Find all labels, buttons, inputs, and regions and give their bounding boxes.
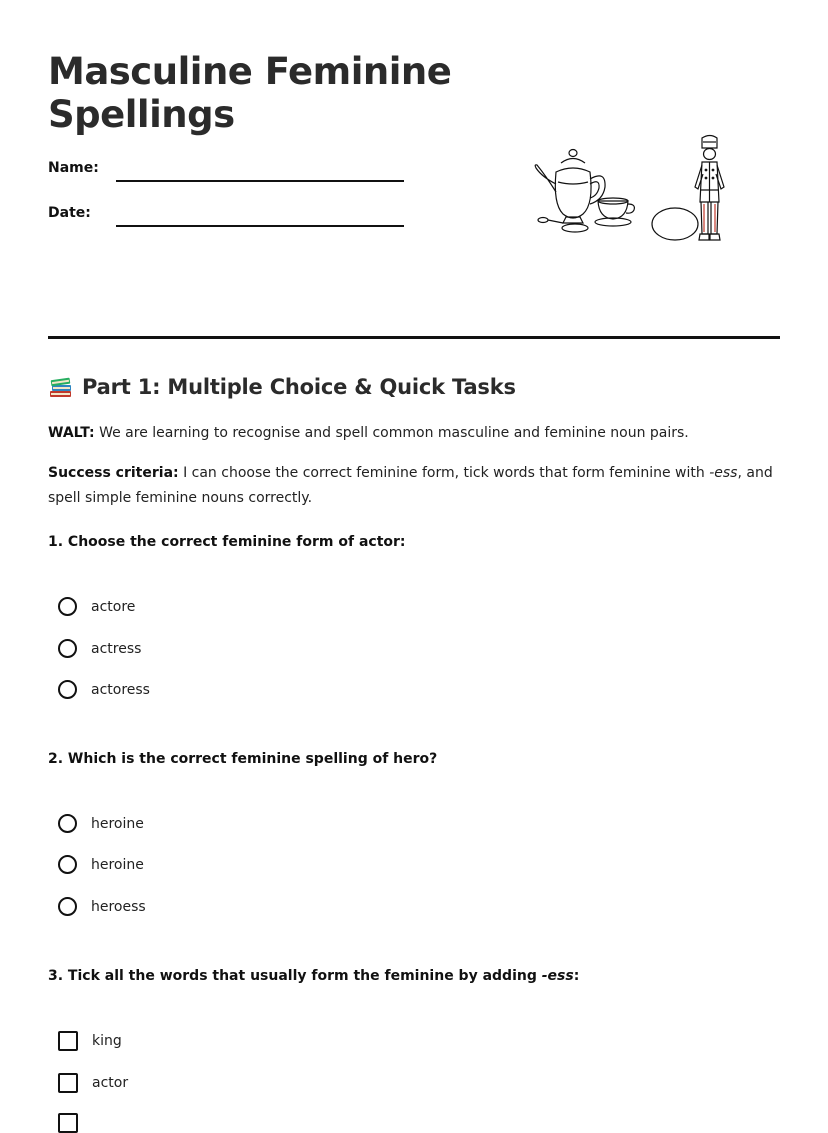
question-3-text: 3. Tick all the words that usually form the feminine by adding [48, 968, 542, 984]
radio-button[interactable] [58, 639, 77, 658]
question-3-option-2[interactable] [58, 1073, 128, 1093]
question-3-option-3-partial[interactable] [58, 1113, 78, 1133]
question-1-option-2[interactable] [58, 639, 141, 658]
part-1-heading-text: Part 1: Multiple Choice & Quick Tasks [82, 375, 516, 399]
section-divider [48, 336, 780, 339]
success-criteria-paragraph [48, 461, 783, 511]
books-icon [48, 374, 74, 400]
question-2-option-1[interactable] [58, 814, 144, 833]
checkbox[interactable] [58, 1073, 78, 1093]
checkbox[interactable] [58, 1113, 78, 1133]
worksheet-title [48, 50, 468, 136]
date-field[interactable] [116, 225, 404, 227]
name-label: Name: [48, 160, 99, 176]
radio-button[interactable] [58, 897, 77, 916]
question-3-suffix: -ess [541, 968, 574, 984]
question-2-option-2[interactable] [58, 855, 144, 874]
part-1-heading [48, 374, 516, 400]
radio-button[interactable] [58, 814, 77, 833]
option-label: heroess [91, 898, 146, 915]
success-criteria-text-1: I can choose the correct feminine form, tick words that form feminine with [178, 465, 710, 481]
question-2: 2. Which is the correct feminine spelling of hero? [48, 751, 438, 767]
question-3-colon: : [573, 968, 580, 984]
question-3-option-1[interactable] [58, 1031, 122, 1051]
question-2-option-3[interactable] [58, 897, 146, 916]
option-label: actoress [91, 681, 150, 698]
date-label: Date: [48, 205, 91, 221]
option-label: king [92, 1033, 122, 1049]
tea-set-and-toy-soldier-illustration [528, 132, 728, 247]
radio-button[interactable] [58, 597, 77, 616]
walt-paragraph [48, 421, 783, 446]
question-1-option-3[interactable] [58, 680, 150, 699]
success-criteria-label: Success criteria: [48, 465, 179, 481]
title-line-1: Masculine Feminine [48, 50, 452, 93]
success-criteria-suffix: -ess [709, 465, 738, 481]
name-field[interactable] [116, 180, 404, 182]
title-line-2: Spellings [48, 93, 235, 136]
option-label: heroine [91, 856, 144, 873]
option-label: actress [91, 640, 142, 657]
option-label: actore [91, 598, 136, 615]
option-label: heroine [91, 815, 144, 832]
walt-label: WALT: [48, 425, 95, 441]
radio-button[interactable] [58, 680, 77, 699]
walt-text: We are learning to recognise and spell common masculine and feminine noun pairs. [94, 425, 689, 441]
radio-button[interactable] [58, 855, 77, 874]
success-criteria-text-2: , and spell simple feminine nouns correctly. [48, 465, 773, 506]
question-1-option-1[interactable] [58, 597, 135, 616]
checkbox[interactable] [58, 1031, 78, 1051]
question-3 [48, 968, 579, 984]
option-label: actor [92, 1075, 129, 1091]
question-1: 1. Choose the correct feminine form of actor: [48, 534, 406, 550]
